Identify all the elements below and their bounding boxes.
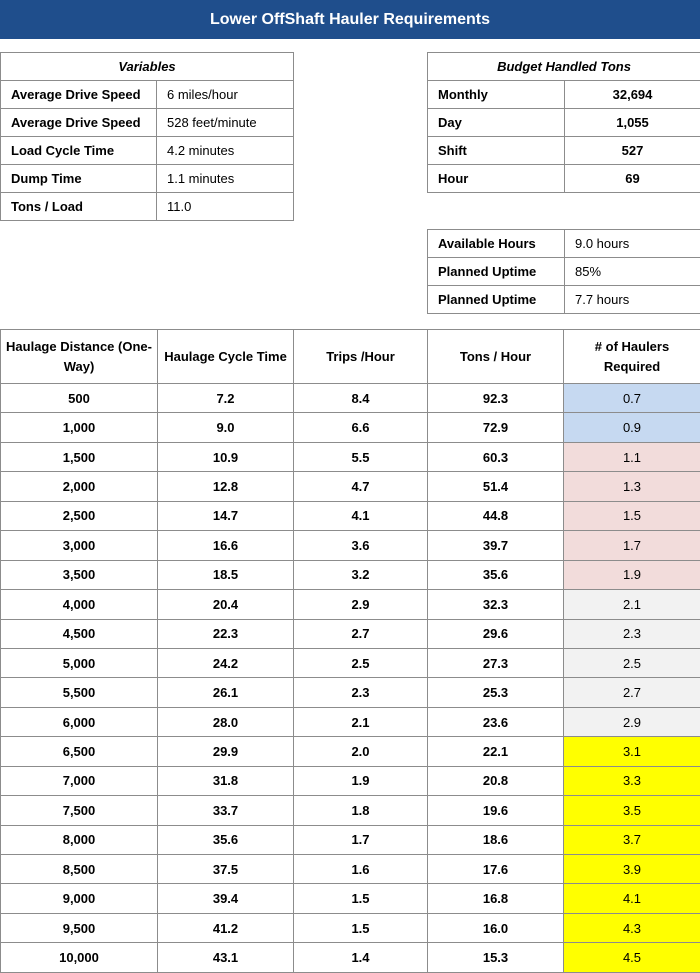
- table-row: [428, 165, 700, 193]
- haulers-cell: 2.9: [564, 707, 700, 736]
- distance-cell: 1,000: [1, 413, 158, 442]
- haulers-cell: 3.3: [564, 766, 700, 795]
- variable-value: 11.0: [157, 193, 294, 221]
- tons-cell: 23.6: [428, 707, 564, 736]
- distance-cell: 6,500: [1, 737, 158, 766]
- table-row: [1, 109, 294, 137]
- table-row: [1, 590, 700, 619]
- haulers-cell: 3.5: [564, 796, 700, 825]
- cycle-time-cell: 14.7: [158, 501, 294, 530]
- distance-cell: 9,500: [1, 913, 158, 942]
- table-row: [1, 81, 294, 109]
- trips-cell: 4.7: [294, 472, 428, 501]
- cycle-time-cell: 43.1: [158, 943, 294, 972]
- cycle-time-cell: 29.9: [158, 737, 294, 766]
- variable-label: Tons / Load: [1, 193, 157, 221]
- haulers-cell: 4.3: [564, 913, 700, 942]
- tons-cell: 19.6: [428, 796, 564, 825]
- variable-value: 1.1 minutes: [157, 165, 294, 193]
- trips-cell: 1.6: [294, 855, 428, 884]
- table-row: [428, 81, 700, 109]
- trips-cell: 1.8: [294, 796, 428, 825]
- trips-cell: 2.0: [294, 737, 428, 766]
- trips-cell: 5.5: [294, 442, 428, 471]
- cycle-time-cell: 9.0: [158, 413, 294, 442]
- distance-cell: 9,000: [1, 884, 158, 913]
- variable-value: 6 miles/hour: [157, 81, 294, 109]
- variable-label: Dump Time: [1, 165, 157, 193]
- distance-cell: 3,500: [1, 560, 158, 589]
- table-row: [1, 501, 700, 530]
- column-header-cycle-time: Haulage Cycle Time: [158, 330, 294, 384]
- column-header-haulers: # of Haulers Required: [564, 330, 700, 384]
- cycle-time-cell: 16.6: [158, 531, 294, 560]
- table-row: [428, 109, 700, 137]
- table-row: [1, 796, 700, 825]
- trips-cell: 1.5: [294, 884, 428, 913]
- haulers-cell: 1.3: [564, 472, 700, 501]
- tons-cell: 32.3: [428, 590, 564, 619]
- cycle-time-cell: 28.0: [158, 707, 294, 736]
- budget-value: 527: [565, 137, 700, 165]
- haulers-cell: 2.1: [564, 590, 700, 619]
- variables-table: [0, 52, 294, 221]
- haulers-cell: 2.7: [564, 678, 700, 707]
- trips-cell: 2.3: [294, 678, 428, 707]
- distance-cell: 8,500: [1, 855, 158, 884]
- variable-label: Load Cycle Time: [1, 137, 157, 165]
- table-row: [1, 165, 294, 193]
- haulers-cell: 0.9: [564, 413, 700, 442]
- distance-cell: 4,500: [1, 619, 158, 648]
- table-header-row: [1, 330, 700, 384]
- availability-value: 7.7 hours: [565, 286, 700, 314]
- haulers-cell: 0.7: [564, 384, 700, 413]
- table-row: [1, 442, 700, 471]
- table-row: [1, 737, 700, 766]
- tons-cell: 16.0: [428, 913, 564, 942]
- table-row: [428, 137, 700, 165]
- budget-label: Shift: [428, 137, 565, 165]
- trips-cell: 6.6: [294, 413, 428, 442]
- distance-cell: 8,000: [1, 825, 158, 854]
- table-row: [1, 648, 700, 677]
- haulers-cell: 1.9: [564, 560, 700, 589]
- distance-cell: 1,500: [1, 442, 158, 471]
- distance-cell: 2,500: [1, 501, 158, 530]
- trips-cell: 1.5: [294, 913, 428, 942]
- table-row: [1, 531, 700, 560]
- budget-value: 1,055: [565, 109, 700, 137]
- budget-value: 32,694: [565, 81, 700, 109]
- table-row: [1, 678, 700, 707]
- haulers-cell: 1.7: [564, 531, 700, 560]
- table-row: [1, 943, 700, 972]
- trips-cell: 1.7: [294, 825, 428, 854]
- variable-value: 4.2 minutes: [157, 137, 294, 165]
- cycle-time-cell: 12.8: [158, 472, 294, 501]
- table-row: [428, 258, 700, 286]
- tons-cell: 16.8: [428, 884, 564, 913]
- availability-label: Planned Uptime: [428, 286, 565, 314]
- tons-cell: 44.8: [428, 501, 564, 530]
- variable-label: Average Drive Speed: [1, 109, 157, 137]
- haulers-cell: 3.9: [564, 855, 700, 884]
- budget-table: [427, 52, 700, 193]
- haulers-cell: 4.1: [564, 884, 700, 913]
- haulers-cell: 3.1: [564, 737, 700, 766]
- budget-header: Budget Handled Tons: [428, 53, 700, 81]
- trips-cell: 1.9: [294, 766, 428, 795]
- distance-cell: 7,000: [1, 766, 158, 795]
- table-row: [1, 913, 700, 942]
- haulers-cell: 3.7: [564, 825, 700, 854]
- trips-cell: 3.6: [294, 531, 428, 560]
- cycle-time-cell: 37.5: [158, 855, 294, 884]
- haulage-table-body: [1, 384, 700, 973]
- table-row: [1, 707, 700, 736]
- column-header-tons: Tons / Hour: [428, 330, 564, 384]
- table-row: [1, 825, 700, 854]
- cycle-time-cell: 31.8: [158, 766, 294, 795]
- cycle-time-cell: 20.4: [158, 590, 294, 619]
- column-header-trips: Trips /Hour: [294, 330, 428, 384]
- distance-cell: 5,000: [1, 648, 158, 677]
- tons-cell: 35.6: [428, 560, 564, 589]
- cycle-time-cell: 26.1: [158, 678, 294, 707]
- tons-cell: 51.4: [428, 472, 564, 501]
- haulers-cell: 2.3: [564, 619, 700, 648]
- trips-cell: 1.4: [294, 943, 428, 972]
- budget-label: Day: [428, 109, 565, 137]
- trips-cell: 2.1: [294, 707, 428, 736]
- tons-cell: 20.8: [428, 766, 564, 795]
- tons-cell: 18.6: [428, 825, 564, 854]
- availability-value: 85%: [565, 258, 700, 286]
- budget-label: Monthly: [428, 81, 565, 109]
- trips-cell: 8.4: [294, 384, 428, 413]
- trips-cell: 3.2: [294, 560, 428, 589]
- cycle-time-cell: 24.2: [158, 648, 294, 677]
- table-row: [1, 413, 700, 442]
- cycle-time-cell: 18.5: [158, 560, 294, 589]
- tons-cell: 22.1: [428, 737, 564, 766]
- trips-cell: 2.5: [294, 648, 428, 677]
- distance-cell: 500: [1, 384, 158, 413]
- cycle-time-cell: 10.9: [158, 442, 294, 471]
- haulers-cell: 1.5: [564, 501, 700, 530]
- tons-cell: 92.3: [428, 384, 564, 413]
- table-row: [1, 884, 700, 913]
- table-row: [1, 472, 700, 501]
- tons-cell: 17.6: [428, 855, 564, 884]
- trips-cell: 2.9: [294, 590, 428, 619]
- trips-cell: 4.1: [294, 501, 428, 530]
- table-row: [428, 230, 700, 258]
- variables-header: Variables: [1, 53, 294, 81]
- table-row: [1, 619, 700, 648]
- column-header-distance: Haulage Distance (One-Way): [1, 330, 158, 384]
- tons-cell: 15.3: [428, 943, 564, 972]
- tons-cell: 27.3: [428, 648, 564, 677]
- budget-label: Hour: [428, 165, 565, 193]
- table-row: [1, 766, 700, 795]
- tons-cell: 39.7: [428, 531, 564, 560]
- haulers-cell: 2.5: [564, 648, 700, 677]
- distance-cell: 4,000: [1, 590, 158, 619]
- table-row: [428, 286, 700, 314]
- distance-cell: 2,000: [1, 472, 158, 501]
- table-row: [1, 137, 294, 165]
- variable-value: 528 feet/minute: [157, 109, 294, 137]
- availability-value: 9.0 hours: [565, 230, 700, 258]
- cycle-time-cell: 39.4: [158, 884, 294, 913]
- availability-label: Available Hours: [428, 230, 565, 258]
- distance-cell: 6,000: [1, 707, 158, 736]
- cycle-time-cell: 33.7: [158, 796, 294, 825]
- distance-cell: 5,500: [1, 678, 158, 707]
- cycle-time-cell: 7.2: [158, 384, 294, 413]
- budget-value: 69: [565, 165, 700, 193]
- table-row: [1, 384, 700, 413]
- tons-cell: 60.3: [428, 442, 564, 471]
- tons-cell: 29.6: [428, 619, 564, 648]
- table-row: [1, 193, 294, 221]
- variable-label: Average Drive Speed: [1, 81, 157, 109]
- cycle-time-cell: 41.2: [158, 913, 294, 942]
- cycle-time-cell: 22.3: [158, 619, 294, 648]
- trips-cell: 2.7: [294, 619, 428, 648]
- table-row: [1, 855, 700, 884]
- distance-cell: 7,500: [1, 796, 158, 825]
- tons-cell: 25.3: [428, 678, 564, 707]
- cycle-time-cell: 35.6: [158, 825, 294, 854]
- table-row: [1, 560, 700, 589]
- haulers-cell: 4.5: [564, 943, 700, 972]
- page-title: Lower OffShaft Hauler Requirements: [0, 0, 700, 39]
- distance-cell: 3,000: [1, 531, 158, 560]
- availability-table: [427, 229, 700, 314]
- haulage-table: [0, 329, 700, 973]
- availability-label: Planned Uptime: [428, 258, 565, 286]
- haulers-cell: 1.1: [564, 442, 700, 471]
- distance-cell: 10,000: [1, 943, 158, 972]
- tons-cell: 72.9: [428, 413, 564, 442]
